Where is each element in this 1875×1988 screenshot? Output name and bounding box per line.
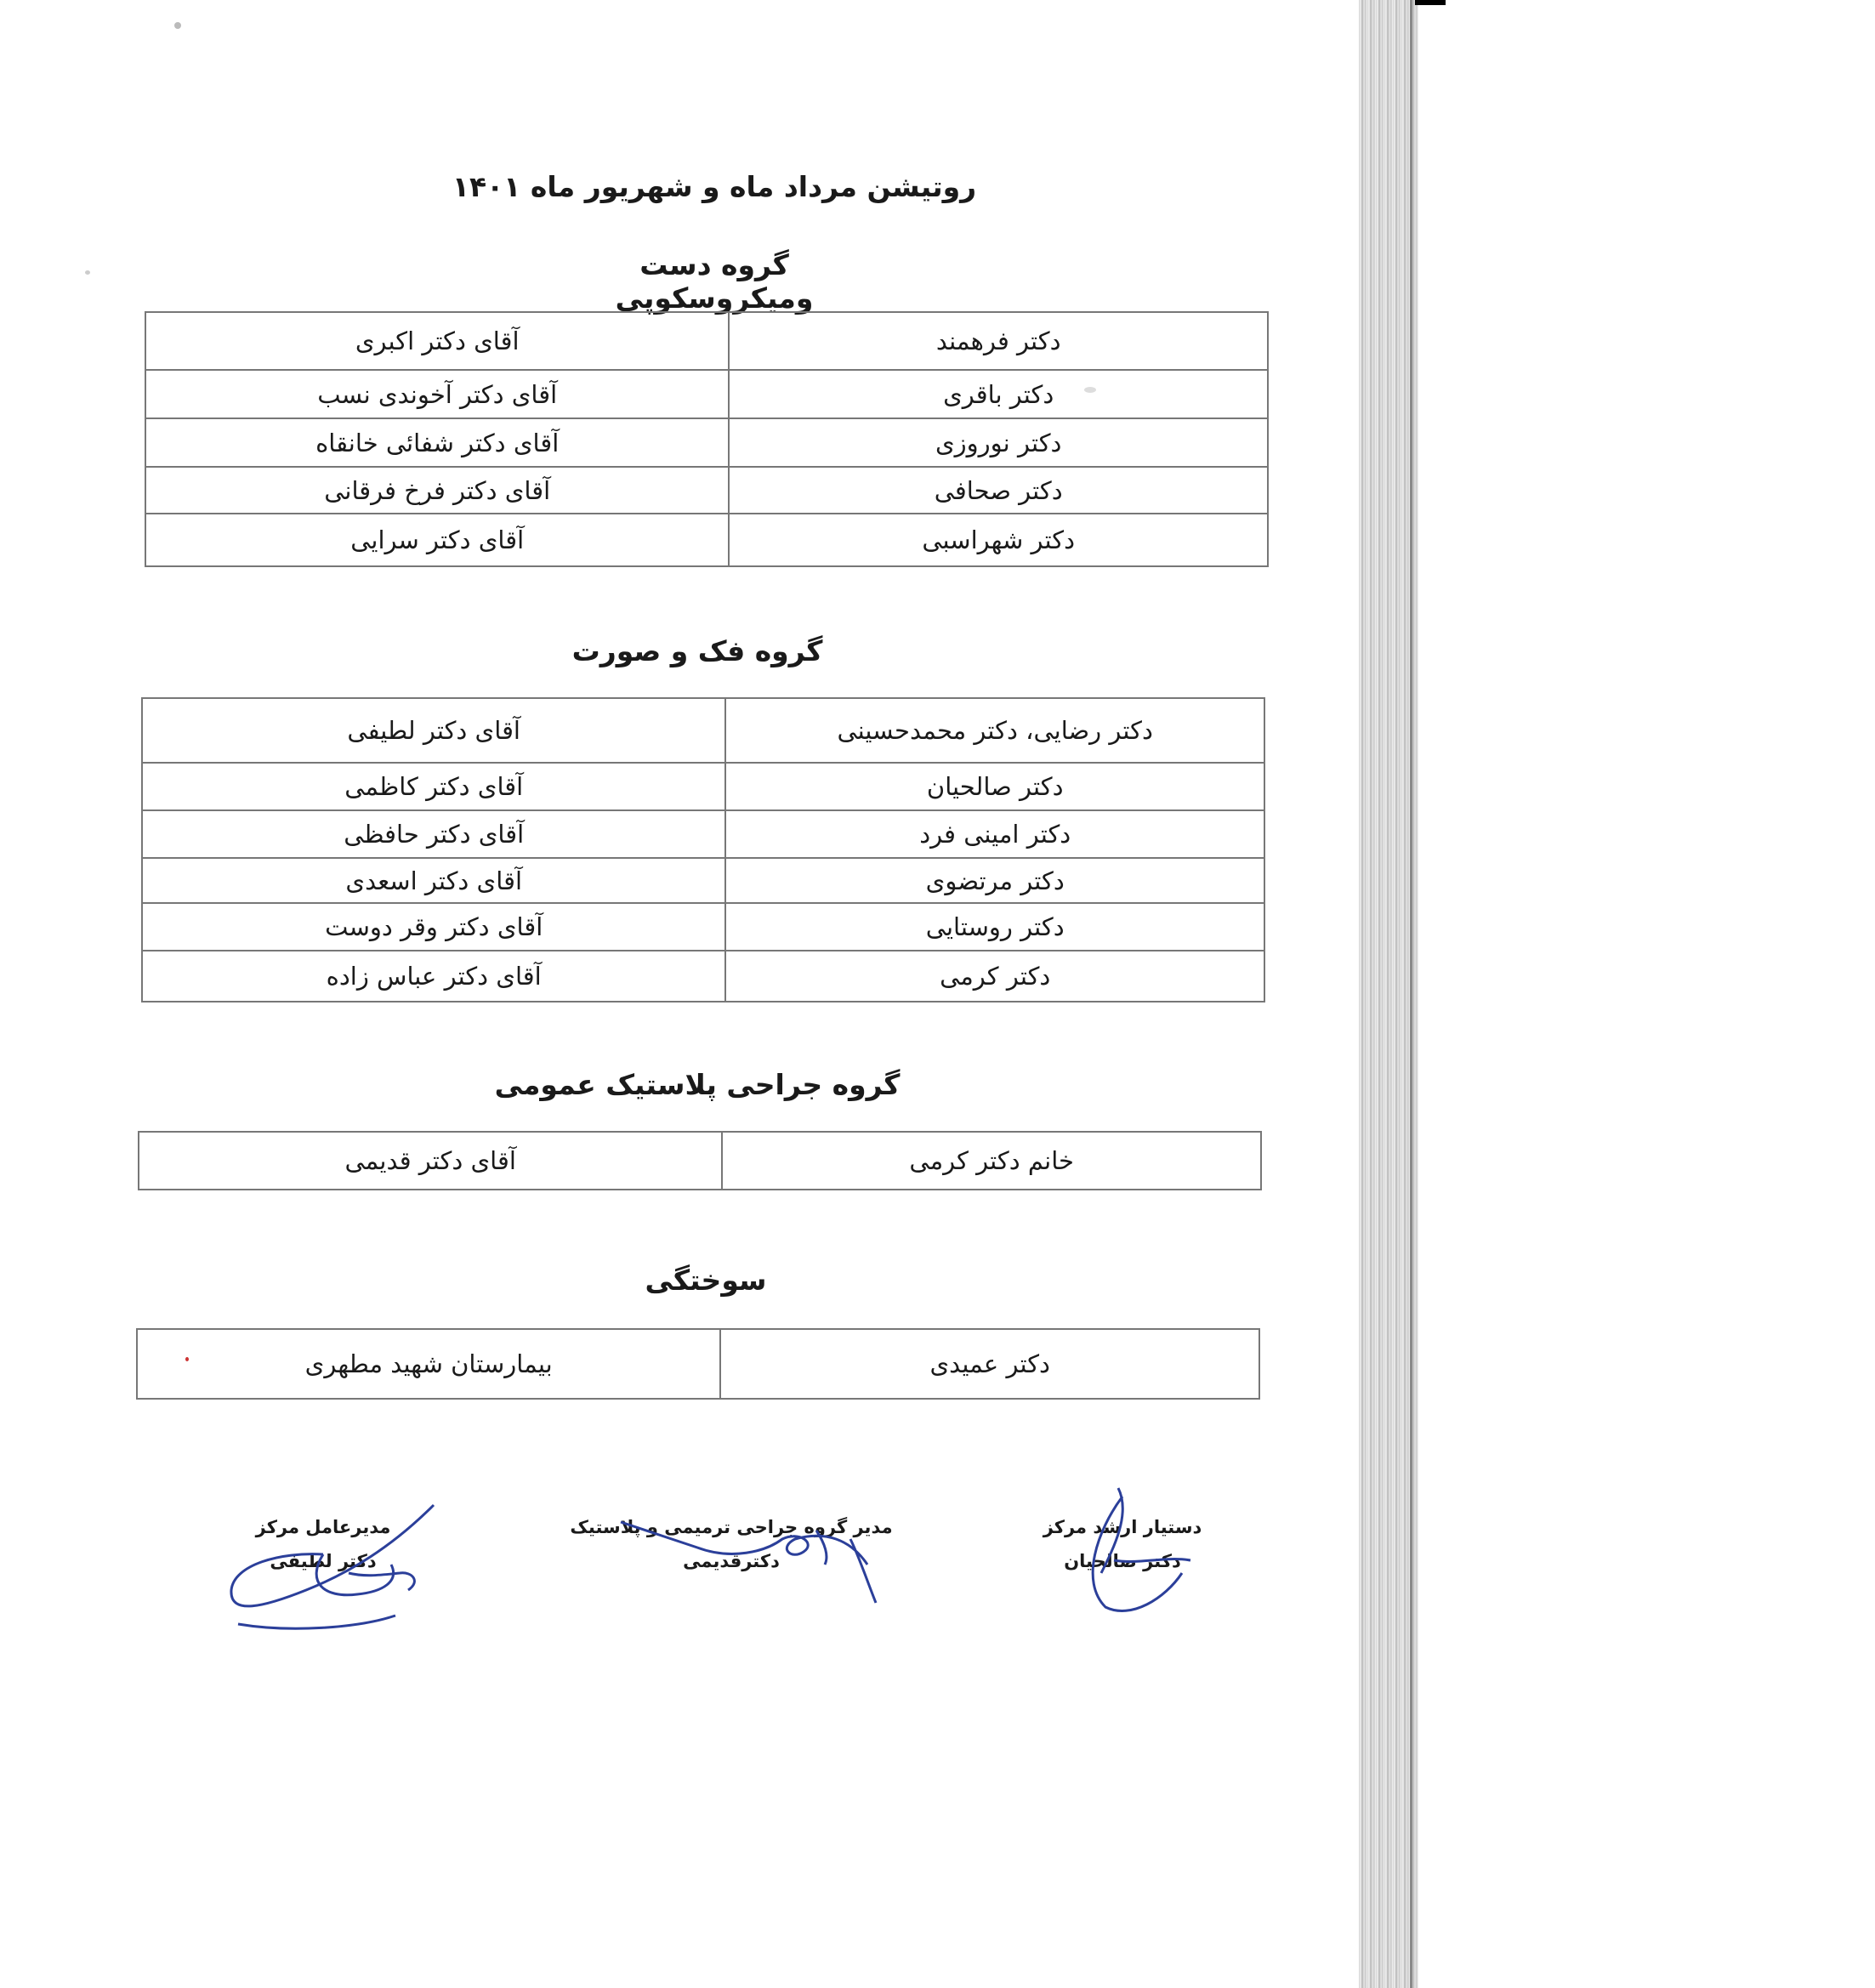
scan-speck xyxy=(174,22,181,29)
scan-edge-line xyxy=(1410,0,1412,1988)
section-heading-hand-microscopy: گروه دست ومیکروسکوپی xyxy=(615,248,814,315)
resident-cell: دکتر کرمی xyxy=(725,951,1264,1002)
attending-cell: آقای دکتر لطیفی xyxy=(142,698,725,763)
scan-corner-mark xyxy=(1415,0,1446,5)
resident-cell: دکتر فرهمند xyxy=(729,312,1268,370)
roster-table-general-plastic xyxy=(138,1131,1262,1190)
roster-table-burn xyxy=(136,1328,1260,1400)
attending-cell: آقای دکتر حافظی xyxy=(142,810,725,858)
resident-cell: دکتر نوروزی xyxy=(729,418,1268,467)
section-heading-burn: سوختگی xyxy=(645,1264,767,1297)
signature-name: دکترقدیمی xyxy=(683,1551,780,1571)
resident-cell: دکتر صالحیان xyxy=(725,763,1264,810)
table-row xyxy=(145,467,1268,514)
table-row xyxy=(142,698,1264,763)
resident-cell: دکتر روستایی xyxy=(725,903,1264,951)
attending-cell: آقای دکتر کاظمی xyxy=(142,763,725,810)
attending-cell: آقای دکتر اکبری xyxy=(145,312,729,370)
signature-name: دکتر صالحیان xyxy=(1064,1551,1181,1571)
attending-cell: آقای دکتر شفائی خانقاه xyxy=(145,418,729,467)
table-row xyxy=(142,858,1264,903)
table-row xyxy=(145,514,1268,566)
signature-role: مدیرعامل مرکز xyxy=(255,1517,391,1537)
table-row xyxy=(142,810,1264,858)
resident-cell: دکتر امینی فرد xyxy=(725,810,1264,858)
attending-cell: آقای دکتر فرخ فرقانی xyxy=(145,467,729,514)
resident-cell: دکتر باقری xyxy=(729,370,1268,418)
signature-role: مدیر گروه جراحی ترمیمی و پلاستیک xyxy=(570,1517,893,1537)
resident-cell: دکتر شهراسبی xyxy=(729,514,1268,566)
roster-table-maxillofacial xyxy=(141,697,1265,1003)
attending-cell: آقای دکتر اسعدی xyxy=(142,858,725,903)
attending-cell: آقای دکتر عباس زاده xyxy=(142,951,725,1002)
table-row xyxy=(137,1329,1259,1399)
signature-role: دستیار ارشد مرکز xyxy=(1043,1517,1202,1537)
handwritten-signature-group-director xyxy=(595,1480,901,1616)
handwritten-signature-senior-resident xyxy=(1063,1480,1199,1616)
table-row xyxy=(142,903,1264,951)
table-row xyxy=(145,418,1268,467)
attending-cell: آقای دکتر وقر دوست xyxy=(142,903,725,951)
attending-cell: آقای دکتر قدیمی xyxy=(139,1132,722,1190)
table-row xyxy=(142,951,1264,1002)
resident-cell: دکتر مرتضوی xyxy=(725,858,1264,903)
document-title: روتیشن مرداد ماه و شهریور ماه ۱۴۰۱ xyxy=(452,170,977,203)
signature-name: دکتر لطیفی xyxy=(270,1551,377,1571)
handwritten-signature-ceo xyxy=(221,1497,442,1641)
table-row xyxy=(139,1132,1261,1190)
resident-cell: دکتر رضایی، دکتر محمدحسینی xyxy=(725,698,1264,763)
roster-table-hand-microscopy xyxy=(145,311,1269,567)
location-cell: بیمارستان شهید مطهری xyxy=(137,1329,720,1399)
table-row xyxy=(142,763,1264,810)
resident-cell: دکتر عمیدی xyxy=(720,1329,1259,1399)
section-heading-general-plastic: گروه جراحی پلاستیک عمومی xyxy=(494,1068,901,1101)
attending-cell: آقای دکتر آخوندی نسب xyxy=(145,370,729,418)
attending-cell: آقای دکتر سرایی xyxy=(145,514,729,566)
table-row xyxy=(145,370,1268,418)
section-heading-maxillofacial: گروه فک و صورت xyxy=(571,634,823,667)
scan-speck xyxy=(85,270,90,275)
resident-cell: دکتر صحافی xyxy=(729,467,1268,514)
table-row xyxy=(145,312,1268,370)
resident-cell: خانم دکتر کرمی xyxy=(722,1132,1261,1190)
